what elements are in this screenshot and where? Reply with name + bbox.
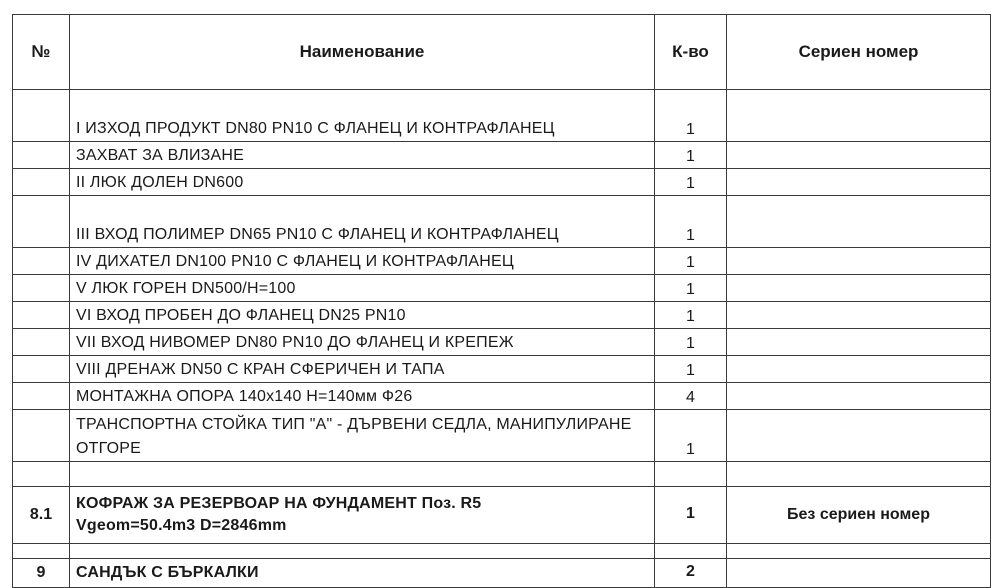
table-row xyxy=(13,302,991,329)
row-name: ТРАНСПОРТНА СТОЙКА ТИП "А" - ДЪРВЕНИ СЕДЛА, МАНИПУЛИРАНЕ ОТГОРЕ xyxy=(70,410,655,462)
header-name: Наименование xyxy=(70,15,655,90)
table-row xyxy=(13,142,991,169)
row-number xyxy=(13,90,70,142)
row-number xyxy=(13,383,70,410)
row-serial xyxy=(727,142,991,169)
table-row xyxy=(13,487,991,544)
row-serial xyxy=(727,302,991,329)
row-serial xyxy=(727,383,991,410)
row-serial xyxy=(727,329,991,356)
row-name-line-1: КОФРАЖ ЗА РЕЗЕРВОАР НА ФУНДАМЕНТ Поз. R5 xyxy=(76,495,482,512)
header-serial: Сериен номер xyxy=(727,15,991,90)
table-row xyxy=(13,559,991,588)
row-number xyxy=(13,302,70,329)
row-number xyxy=(13,356,70,383)
items-table xyxy=(12,14,991,588)
row-quantity: 1 xyxy=(655,487,727,544)
row-serial xyxy=(727,410,991,462)
row-serial xyxy=(727,275,991,302)
table-row xyxy=(13,356,991,383)
row-quantity: 1 xyxy=(655,142,727,169)
header-quantity: К-во xyxy=(655,15,727,90)
row-number xyxy=(13,275,70,302)
row-name: III ВХОД ПОЛИМЕР DN65 PN10 С ФЛАНЕЦ И КОНТРАФЛАНЕЦ xyxy=(70,196,655,248)
row-name: VI ВХОД ПРОБЕН ДО ФЛАНЕЦ DN25 PN10 xyxy=(70,302,655,329)
table-header-row xyxy=(13,15,991,90)
row-serial xyxy=(727,90,991,142)
table-row xyxy=(13,329,991,356)
row-number: 8.1 xyxy=(13,487,70,544)
row-name: VII ВХОД НИВОМЕР DN80 PN10 ДО ФЛАНЕЦ И КРЕПЕЖ xyxy=(70,329,655,356)
table-row xyxy=(13,383,991,410)
row-quantity: 1 xyxy=(655,302,727,329)
row-quantity: 1 xyxy=(655,248,727,275)
empty-row xyxy=(13,462,991,487)
row-number xyxy=(13,329,70,356)
row-name: САНДЪК С БЪРКАЛКИ xyxy=(70,559,655,588)
row-name: V ЛЮК ГОРЕН DN500/H=100 xyxy=(70,275,655,302)
table-row xyxy=(13,169,991,196)
row-name: МОНТАЖНА ОПОРА 140x140 H=140мм Ф26 xyxy=(70,383,655,410)
row-number xyxy=(13,410,70,462)
row-number xyxy=(13,196,70,248)
row-number xyxy=(13,169,70,196)
row-quantity: 1 xyxy=(655,196,727,248)
row-name xyxy=(70,487,655,544)
empty-row xyxy=(13,544,991,559)
row-quantity: 1 xyxy=(655,356,727,383)
row-serial: Без сериен номер xyxy=(727,487,991,544)
table-row xyxy=(13,248,991,275)
table-row xyxy=(13,275,991,302)
row-quantity: 2 xyxy=(655,559,727,588)
table-row xyxy=(13,90,991,142)
row-quantity: 1 xyxy=(655,410,727,462)
row-serial xyxy=(727,559,991,588)
row-quantity: 4 xyxy=(655,383,727,410)
row-serial xyxy=(727,356,991,383)
row-serial xyxy=(727,169,991,196)
table-row xyxy=(13,410,991,462)
row-name: II ЛЮК ДОЛЕН DN600 xyxy=(70,169,655,196)
row-name: ЗАХВАТ ЗА ВЛИЗАНЕ xyxy=(70,142,655,169)
row-number: 9 xyxy=(13,559,70,588)
row-number xyxy=(13,142,70,169)
header-number: № xyxy=(13,15,70,90)
row-name: I ИЗХОД ПРОДУКТ DN80 PN10 С ФЛАНЕЦ И КОНТРАФЛАНЕЦ xyxy=(70,90,655,142)
row-number xyxy=(13,248,70,275)
row-quantity: 1 xyxy=(655,169,727,196)
row-quantity: 1 xyxy=(655,90,727,142)
row-serial xyxy=(727,196,991,248)
row-name: IV ДИХАТЕЛ DN100 PN10 С ФЛАНЕЦ И КОНТРАФЛАНЕЦ xyxy=(70,248,655,275)
row-quantity: 1 xyxy=(655,275,727,302)
row-quantity: 1 xyxy=(655,329,727,356)
row-serial xyxy=(727,248,991,275)
row-name-line-2: Vgeom=50.4m3 D=2846mm xyxy=(76,517,287,534)
table-row xyxy=(13,196,991,248)
row-name: VIII ДРЕНАЖ DN50 С КРАН СФЕРИЧЕН И ТАПА xyxy=(70,356,655,383)
